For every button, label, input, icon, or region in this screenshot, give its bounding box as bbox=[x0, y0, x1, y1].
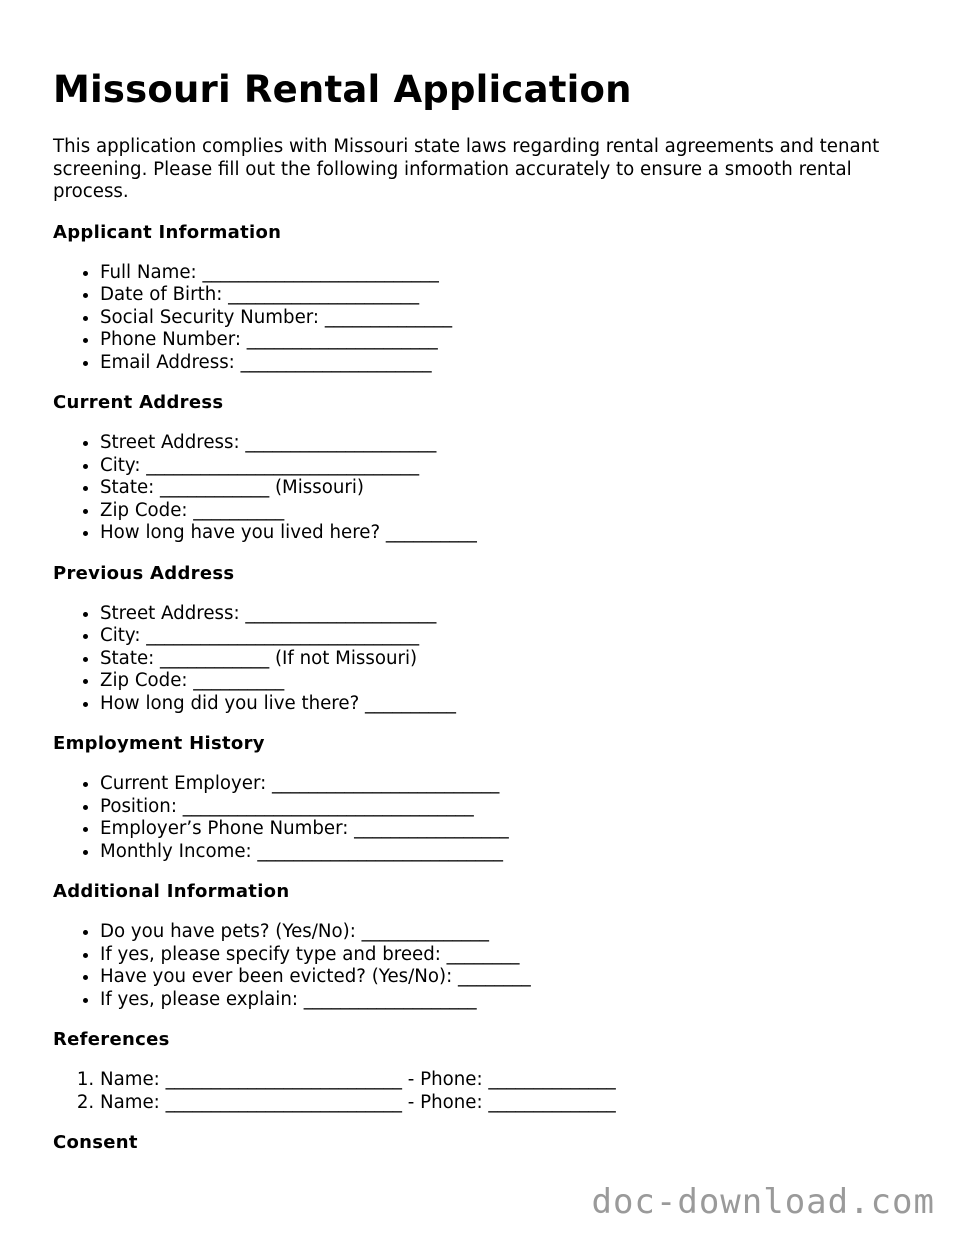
section-heading-previous-address: Previous Address bbox=[53, 562, 235, 584]
list-item: • Street Address: _____________________ bbox=[100, 603, 933, 626]
section-heading-employment-history: Employment History bbox=[53, 733, 265, 754]
document-title: Missouri Rental Application bbox=[53, 68, 632, 111]
section-heading-current-address: Current Address bbox=[53, 392, 224, 413]
previous-address-list bbox=[53, 603, 933, 716]
section-heading-applicant-information: Applicant Information bbox=[53, 221, 282, 243]
list-item: • Have you ever been evicted? (Yes/No): ________ bbox=[100, 966, 933, 989]
list-item: • Date of Birth: _____________________ bbox=[100, 284, 933, 307]
list-item: • Current Employer: _________________________ bbox=[100, 773, 933, 796]
list-item: • City: ______________________________ bbox=[100, 625, 933, 648]
list-item: 1. Name: __________________________ - Phone: ______________ bbox=[100, 1069, 933, 1092]
list-item: • Monthly Income: ___________________________ bbox=[100, 841, 933, 864]
watermark: doc-download.com bbox=[591, 1182, 935, 1222]
list-item: • Zip Code: __________ bbox=[100, 500, 933, 523]
references-list bbox=[53, 1069, 933, 1114]
list-item: • How long have you lived here? __________ bbox=[100, 522, 933, 545]
list-item: • How long did you live there? __________ bbox=[100, 693, 933, 716]
section-heading-references: References bbox=[53, 1029, 170, 1050]
list-item: • Street Address: _____________________ bbox=[100, 432, 933, 455]
additional-information-list bbox=[53, 921, 933, 1011]
list-item: • City: ______________________________ bbox=[100, 455, 933, 478]
employment-history-list bbox=[53, 773, 933, 863]
list-item: • If yes, please specify type and breed: ________ bbox=[100, 944, 933, 967]
list-item: • State: ____________ (Missouri) bbox=[100, 477, 933, 500]
list-item: • State: ____________ (If not Missouri) bbox=[100, 648, 933, 671]
list-item: • Full Name: __________________________ bbox=[100, 262, 933, 285]
list-item: • Position: ________________________________ bbox=[100, 796, 933, 819]
section-heading-consent: Consent bbox=[53, 1132, 138, 1153]
list-item: • Zip Code: __________ bbox=[100, 670, 933, 693]
list-item: • If yes, please explain: ___________________ bbox=[100, 989, 933, 1012]
applicant-information-list bbox=[53, 262, 933, 375]
list-item: 2. Name: __________________________ - Phone: ______________ bbox=[100, 1092, 933, 1115]
list-item: • Do you have pets? (Yes/No): ______________ bbox=[100, 921, 933, 944]
document-page bbox=[53, 62, 933, 1172]
intro-paragraph: This application complies with Missouri state laws regarding rental agreements and tenant screening. Please fill out the following information accurately to ensure a smooth rental process. bbox=[53, 136, 880, 202]
list-item: • Phone Number: _____________________ bbox=[100, 329, 933, 352]
section-heading-additional-information: Additional Information bbox=[53, 881, 290, 902]
current-address-list bbox=[53, 432, 933, 545]
list-item: • Social Security Number: ______________ bbox=[100, 307, 933, 330]
list-item: • Email Address: _____________________ bbox=[100, 352, 933, 375]
list-item: • Employer’s Phone Number: _________________ bbox=[100, 818, 933, 841]
